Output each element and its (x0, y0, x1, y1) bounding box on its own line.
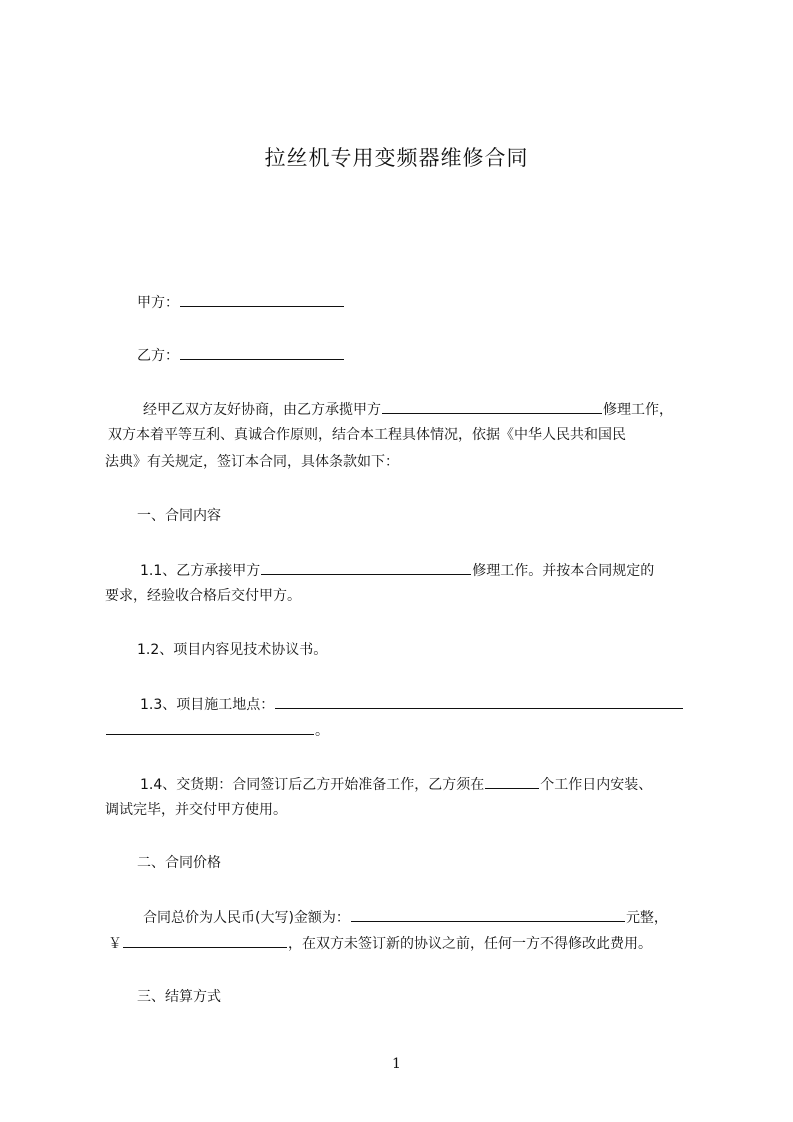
page-number: 1 (392, 1056, 401, 1072)
price-line-1 (143, 907, 668, 928)
site-location-blank[interactable] (275, 694, 683, 709)
clause-1-4-line-1 (140, 774, 652, 795)
amount-in-figures-blank[interactable] (123, 933, 287, 948)
party-a-line (137, 292, 345, 313)
clause-1-1-end: 修理工作。并按本合同规定的 (472, 563, 655, 579)
clause-1-3-line-1 (140, 694, 684, 715)
price-line-2-end: ，在双方未签订新的协议之前，任何一方不得修改此费用。 (288, 936, 652, 952)
section-1-heading: 一、合同内容 (137, 508, 221, 524)
document-title: 拉丝机专用变频器维修合同 (264, 146, 529, 170)
party-a-label: 甲方： (137, 295, 179, 311)
clause-1-1-blank[interactable] (261, 560, 471, 575)
intro-line-1 (143, 399, 673, 420)
amount-in-words-blank[interactable] (351, 907, 625, 922)
price-text-end: 元整， (625, 910, 668, 926)
party-b-line (137, 345, 345, 366)
clause-1-3-start: 1.3、项目施工地点： (140, 697, 275, 713)
clause-1-4-line-2: 调试完毕，并交付甲方使用。 (105, 802, 287, 818)
intro-text-end: 修理工作， (603, 402, 673, 418)
party-b-label: 乙方： (137, 348, 179, 364)
clause-1-4-start: 1.4、交货期：合同签订后乙方开始准备工作，乙方须在 (140, 777, 485, 793)
clause-1-2: 1.2、项目内容见技术协议书。 (137, 642, 328, 658)
site-location-blank-continued[interactable] (106, 720, 314, 735)
intro-line-3: 法典》有关规定，签订本合同，具体条款如下： (105, 454, 399, 470)
repair-item-blank[interactable] (382, 399, 602, 414)
intro-text-start: 经甲乙双方友好协商，由乙方承揽甲方 (143, 402, 381, 418)
clause-1-3-end: 。 (315, 723, 329, 739)
clause-1-1-start: 1.1、乙方承接甲方 (140, 563, 261, 579)
party-a-blank[interactable] (180, 292, 344, 307)
intro-line-2: 双方本着平等互利、真诚合作原则，结合本工程具体情况，依据《中华人民共和国民 (108, 427, 626, 443)
clause-1-1-line-1 (140, 560, 654, 581)
section-3-heading: 三、结算方式 (137, 989, 221, 1005)
workdays-blank[interactable] (485, 774, 539, 789)
clause-1-4-end: 个工作日内安装、 (540, 777, 653, 793)
yen-symbol: ￥ (108, 936, 122, 952)
clause-1-3-line-2 (105, 720, 329, 741)
price-text-start: 合同总价为人民币(大写)金额为： (143, 910, 350, 926)
price-line-2 (108, 933, 652, 954)
clause-1-1-line-2: 要求，经验收合格后交付甲方。 (105, 588, 301, 604)
section-2-heading: 二、合同价格 (137, 855, 221, 871)
party-b-blank[interactable] (180, 345, 344, 360)
